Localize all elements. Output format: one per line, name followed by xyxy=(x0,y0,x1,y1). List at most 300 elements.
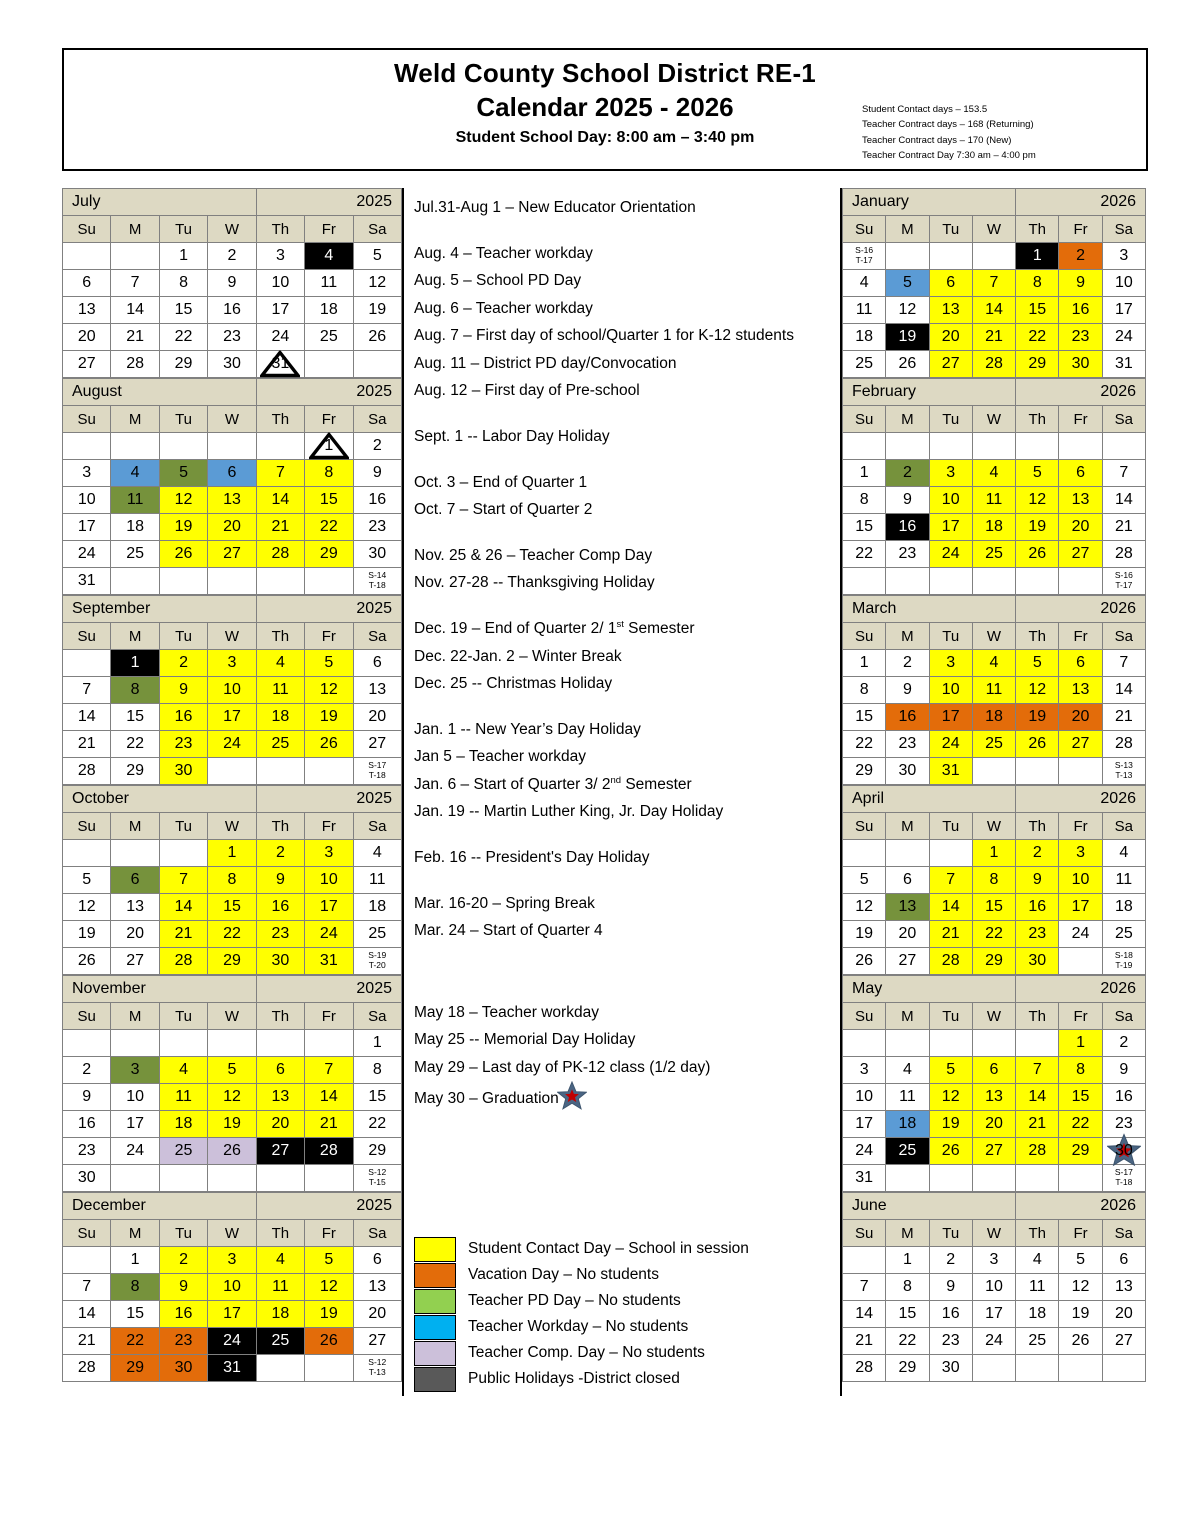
day-cell-october-25[interactable] xyxy=(353,921,401,948)
day-cell-september-12[interactable] xyxy=(305,677,353,704)
day-cell-march-6[interactable] xyxy=(1059,650,1102,677)
day-cell-june-23[interactable] xyxy=(929,1328,972,1355)
day-cell-july-11[interactable] xyxy=(305,270,353,297)
day-cell-february-26[interactable] xyxy=(1016,541,1059,568)
day-cell-november-21[interactable] xyxy=(305,1111,353,1138)
day-cell-january-2[interactable] xyxy=(1059,243,1102,270)
day-cell-february-6[interactable] xyxy=(1059,460,1102,487)
day-cell-june-12[interactable] xyxy=(1059,1274,1102,1301)
day-cell-april-20[interactable] xyxy=(886,921,929,948)
day-cell-june-8[interactable] xyxy=(886,1274,929,1301)
day-cell-august-9[interactable] xyxy=(353,460,401,487)
day-cell-february-25[interactable] xyxy=(972,541,1015,568)
day-cell-july-6[interactable] xyxy=(63,270,111,297)
day-cell-december-7[interactable] xyxy=(63,1274,111,1301)
day-cell-july-16[interactable] xyxy=(208,297,256,324)
day-cell-september-19[interactable] xyxy=(305,704,353,731)
day-cell-july-9[interactable] xyxy=(208,270,256,297)
day-cell-february-4[interactable] xyxy=(972,460,1015,487)
day-cell-april-8[interactable] xyxy=(972,867,1015,894)
day-cell-june-28[interactable] xyxy=(843,1355,886,1382)
day-cell-august-30[interactable] xyxy=(353,541,401,568)
day-cell-may-4[interactable] xyxy=(886,1057,929,1084)
day-cell-september-7[interactable] xyxy=(63,677,111,704)
day-cell-october-19[interactable] xyxy=(63,921,111,948)
day-cell-august-15[interactable] xyxy=(305,487,353,514)
day-cell-january-23[interactable] xyxy=(1059,324,1102,351)
day-cell-july-12[interactable] xyxy=(353,270,401,297)
day-cell-april-6[interactable] xyxy=(886,867,929,894)
day-cell-august-3[interactable] xyxy=(63,460,111,487)
day-cell-october-1[interactable] xyxy=(208,840,256,867)
day-cell-june-15[interactable] xyxy=(886,1301,929,1328)
day-cell-february-19[interactable] xyxy=(1016,514,1059,541)
day-cell-february-13[interactable] xyxy=(1059,487,1102,514)
day-cell-december-21[interactable] xyxy=(63,1328,111,1355)
day-cell-april-19[interactable] xyxy=(843,921,886,948)
day-cell-october-28[interactable] xyxy=(159,948,207,975)
day-cell-april-2[interactable] xyxy=(1016,840,1059,867)
day-cell-november-23[interactable] xyxy=(63,1138,111,1165)
day-cell-november-18[interactable] xyxy=(159,1111,207,1138)
day-cell-august-5[interactable] xyxy=(159,460,207,487)
day-cell-april-24[interactable] xyxy=(1059,921,1102,948)
day-cell-april-4[interactable] xyxy=(1102,840,1145,867)
day-cell-october-30[interactable] xyxy=(256,948,304,975)
day-cell-march-20[interactable] xyxy=(1059,704,1102,731)
day-cell-december-24[interactable] xyxy=(208,1328,256,1355)
day-cell-september-14[interactable] xyxy=(63,704,111,731)
day-cell-june-10[interactable] xyxy=(972,1274,1015,1301)
day-cell-april-22[interactable] xyxy=(972,921,1015,948)
day-cell-december-12[interactable] xyxy=(305,1274,353,1301)
day-cell-december-14[interactable] xyxy=(63,1301,111,1328)
day-cell-january-31[interactable] xyxy=(1102,351,1145,378)
day-cell-may-26[interactable] xyxy=(929,1138,972,1165)
day-cell-october-24[interactable] xyxy=(305,921,353,948)
day-cell-november-10[interactable] xyxy=(111,1084,159,1111)
day-cell-march-13[interactable] xyxy=(1059,677,1102,704)
day-cell-january-8[interactable] xyxy=(1016,270,1059,297)
day-cell-may-27[interactable] xyxy=(972,1138,1015,1165)
day-cell-january-7[interactable] xyxy=(972,270,1015,297)
day-cell-july-2[interactable] xyxy=(208,243,256,270)
day-cell-october-23[interactable] xyxy=(256,921,304,948)
day-cell-march-21[interactable] xyxy=(1102,704,1145,731)
day-cell-december-2[interactable] xyxy=(159,1247,207,1274)
day-cell-may-30[interactable] xyxy=(1102,1138,1145,1165)
day-cell-december-28[interactable] xyxy=(63,1355,111,1382)
day-cell-august-10[interactable] xyxy=(63,487,111,514)
day-cell-september-28[interactable] xyxy=(63,758,111,785)
day-cell-june-6[interactable] xyxy=(1102,1247,1145,1274)
day-cell-january-16[interactable] xyxy=(1059,297,1102,324)
day-cell-october-13[interactable] xyxy=(111,894,159,921)
day-cell-july-13[interactable] xyxy=(63,297,111,324)
day-cell-june-3[interactable] xyxy=(972,1247,1015,1274)
day-cell-november-27[interactable] xyxy=(256,1138,304,1165)
day-cell-may-24[interactable] xyxy=(843,1138,886,1165)
day-cell-july-1[interactable] xyxy=(159,243,207,270)
day-cell-may-18[interactable] xyxy=(886,1111,929,1138)
day-cell-may-14[interactable] xyxy=(1016,1084,1059,1111)
day-cell-april-30[interactable] xyxy=(1016,948,1059,975)
day-cell-october-12[interactable] xyxy=(63,894,111,921)
day-cell-february-24[interactable] xyxy=(929,541,972,568)
day-cell-august-2[interactable] xyxy=(353,433,401,460)
day-cell-october-17[interactable] xyxy=(305,894,353,921)
day-cell-february-7[interactable] xyxy=(1102,460,1145,487)
day-cell-september-9[interactable] xyxy=(159,677,207,704)
day-cell-june-11[interactable] xyxy=(1016,1274,1059,1301)
day-cell-august-28[interactable] xyxy=(256,541,304,568)
day-cell-february-5[interactable] xyxy=(1016,460,1059,487)
day-cell-march-25[interactable] xyxy=(972,731,1015,758)
day-cell-april-18[interactable] xyxy=(1102,894,1145,921)
day-cell-october-11[interactable] xyxy=(353,867,401,894)
day-cell-march-22[interactable] xyxy=(843,731,886,758)
day-cell-august-31[interactable] xyxy=(63,568,111,595)
day-cell-october-26[interactable] xyxy=(63,948,111,975)
day-cell-july-5[interactable] xyxy=(353,243,401,270)
day-cell-february-9[interactable] xyxy=(886,487,929,514)
day-cell-september-4[interactable] xyxy=(256,650,304,677)
day-cell-june-14[interactable] xyxy=(843,1301,886,1328)
day-cell-april-29[interactable] xyxy=(972,948,1015,975)
day-cell-april-16[interactable] xyxy=(1016,894,1059,921)
day-cell-july-29[interactable] xyxy=(159,351,207,378)
day-cell-october-5[interactable] xyxy=(63,867,111,894)
day-cell-august-16[interactable] xyxy=(353,487,401,514)
day-cell-january-18[interactable] xyxy=(843,324,886,351)
day-cell-june-16[interactable] xyxy=(929,1301,972,1328)
day-cell-march-1[interactable] xyxy=(843,650,886,677)
day-cell-december-29[interactable] xyxy=(111,1355,159,1382)
day-cell-march-17[interactable] xyxy=(929,704,972,731)
day-cell-may-28[interactable] xyxy=(1016,1138,1059,1165)
day-cell-march-2[interactable] xyxy=(886,650,929,677)
day-cell-february-10[interactable] xyxy=(929,487,972,514)
day-cell-december-19[interactable] xyxy=(305,1301,353,1328)
day-cell-november-3[interactable] xyxy=(111,1057,159,1084)
day-cell-april-5[interactable] xyxy=(843,867,886,894)
day-cell-february-15[interactable] xyxy=(843,514,886,541)
day-cell-march-14[interactable] xyxy=(1102,677,1145,704)
day-cell-january-17[interactable] xyxy=(1102,297,1145,324)
day-cell-december-11[interactable] xyxy=(256,1274,304,1301)
day-cell-july-4[interactable] xyxy=(305,243,353,270)
day-cell-june-7[interactable] xyxy=(843,1274,886,1301)
day-cell-june-21[interactable] xyxy=(843,1328,886,1355)
day-cell-july-14[interactable] xyxy=(111,297,159,324)
day-cell-march-8[interactable] xyxy=(843,677,886,704)
day-cell-may-31[interactable] xyxy=(843,1165,886,1192)
day-cell-february-22[interactable] xyxy=(843,541,886,568)
day-cell-july-30[interactable] xyxy=(208,351,256,378)
day-cell-may-6[interactable] xyxy=(972,1057,1015,1084)
day-cell-february-14[interactable] xyxy=(1102,487,1145,514)
day-cell-december-4[interactable] xyxy=(256,1247,304,1274)
day-cell-august-7[interactable] xyxy=(256,460,304,487)
day-cell-january-13[interactable] xyxy=(929,297,972,324)
day-cell-june-9[interactable] xyxy=(929,1274,972,1301)
day-cell-december-27[interactable] xyxy=(353,1328,401,1355)
day-cell-may-13[interactable] xyxy=(972,1084,1015,1111)
day-cell-december-6[interactable] xyxy=(353,1247,401,1274)
day-cell-september-3[interactable] xyxy=(208,650,256,677)
day-cell-march-23[interactable] xyxy=(886,731,929,758)
day-cell-november-11[interactable] xyxy=(159,1084,207,1111)
day-cell-december-30[interactable] xyxy=(159,1355,207,1382)
day-cell-january-30[interactable] xyxy=(1059,351,1102,378)
day-cell-august-29[interactable] xyxy=(305,541,353,568)
day-cell-april-15[interactable] xyxy=(972,894,1015,921)
day-cell-august-18[interactable] xyxy=(111,514,159,541)
day-cell-may-29[interactable] xyxy=(1059,1138,1102,1165)
day-cell-november-7[interactable] xyxy=(305,1057,353,1084)
day-cell-july-21[interactable] xyxy=(111,324,159,351)
day-cell-may-7[interactable] xyxy=(1016,1057,1059,1084)
day-cell-february-2[interactable] xyxy=(886,460,929,487)
day-cell-august-20[interactable] xyxy=(208,514,256,541)
day-cell-march-27[interactable] xyxy=(1059,731,1102,758)
day-cell-july-17[interactable] xyxy=(256,297,304,324)
day-cell-october-14[interactable] xyxy=(159,894,207,921)
day-cell-november-6[interactable] xyxy=(256,1057,304,1084)
day-cell-october-16[interactable] xyxy=(256,894,304,921)
day-cell-june-20[interactable] xyxy=(1102,1301,1145,1328)
day-cell-september-26[interactable] xyxy=(305,731,353,758)
day-cell-september-27[interactable] xyxy=(353,731,401,758)
day-cell-january-1[interactable] xyxy=(1016,243,1059,270)
day-cell-january-29[interactable] xyxy=(1016,351,1059,378)
day-cell-september-17[interactable] xyxy=(208,704,256,731)
day-cell-june-25[interactable] xyxy=(1016,1328,1059,1355)
day-cell-january-15[interactable] xyxy=(1016,297,1059,324)
day-cell-october-15[interactable] xyxy=(208,894,256,921)
day-cell-june-22[interactable] xyxy=(886,1328,929,1355)
day-cell-september-22[interactable] xyxy=(111,731,159,758)
day-cell-september-13[interactable] xyxy=(353,677,401,704)
day-cell-september-30[interactable] xyxy=(159,758,207,785)
day-cell-september-24[interactable] xyxy=(208,731,256,758)
day-cell-october-9[interactable] xyxy=(256,867,304,894)
day-cell-september-25[interactable] xyxy=(256,731,304,758)
day-cell-november-20[interactable] xyxy=(256,1111,304,1138)
day-cell-february-3[interactable] xyxy=(929,460,972,487)
day-cell-february-8[interactable] xyxy=(843,487,886,514)
day-cell-december-5[interactable] xyxy=(305,1247,353,1274)
day-cell-november-17[interactable] xyxy=(111,1111,159,1138)
day-cell-march-29[interactable] xyxy=(843,758,886,785)
day-cell-march-24[interactable] xyxy=(929,731,972,758)
day-cell-december-17[interactable] xyxy=(208,1301,256,1328)
day-cell-march-10[interactable] xyxy=(929,677,972,704)
day-cell-july-28[interactable] xyxy=(111,351,159,378)
day-cell-march-3[interactable] xyxy=(929,650,972,677)
day-cell-march-12[interactable] xyxy=(1016,677,1059,704)
day-cell-april-23[interactable] xyxy=(1016,921,1059,948)
day-cell-august-24[interactable] xyxy=(63,541,111,568)
day-cell-august-25[interactable] xyxy=(111,541,159,568)
day-cell-september-2[interactable] xyxy=(159,650,207,677)
day-cell-march-11[interactable] xyxy=(972,677,1015,704)
day-cell-january-24[interactable] xyxy=(1102,324,1145,351)
day-cell-february-18[interactable] xyxy=(972,514,1015,541)
day-cell-july-31[interactable] xyxy=(256,351,304,378)
day-cell-october-10[interactable] xyxy=(305,867,353,894)
day-cell-february-12[interactable] xyxy=(1016,487,1059,514)
day-cell-april-13[interactable] xyxy=(886,894,929,921)
day-cell-november-24[interactable] xyxy=(111,1138,159,1165)
day-cell-february-21[interactable] xyxy=(1102,514,1145,541)
day-cell-may-1[interactable] xyxy=(1059,1030,1102,1057)
day-cell-may-9[interactable] xyxy=(1102,1057,1145,1084)
day-cell-may-20[interactable] xyxy=(972,1111,1015,1138)
day-cell-march-5[interactable] xyxy=(1016,650,1059,677)
day-cell-august-13[interactable] xyxy=(208,487,256,514)
day-cell-june-24[interactable] xyxy=(972,1328,1015,1355)
day-cell-september-16[interactable] xyxy=(159,704,207,731)
day-cell-november-8[interactable] xyxy=(353,1057,401,1084)
day-cell-october-21[interactable] xyxy=(159,921,207,948)
day-cell-january-6[interactable] xyxy=(929,270,972,297)
day-cell-november-28[interactable] xyxy=(305,1138,353,1165)
day-cell-november-9[interactable] xyxy=(63,1084,111,1111)
day-cell-november-2[interactable] xyxy=(63,1057,111,1084)
day-cell-july-7[interactable] xyxy=(111,270,159,297)
day-cell-april-14[interactable] xyxy=(929,894,972,921)
day-cell-january-25[interactable] xyxy=(843,351,886,378)
day-cell-march-30[interactable] xyxy=(886,758,929,785)
day-cell-march-4[interactable] xyxy=(972,650,1015,677)
day-cell-january-12[interactable] xyxy=(886,297,929,324)
day-cell-january-20[interactable] xyxy=(929,324,972,351)
day-cell-july-10[interactable] xyxy=(256,270,304,297)
day-cell-february-16[interactable] xyxy=(886,514,929,541)
day-cell-april-27[interactable] xyxy=(886,948,929,975)
day-cell-november-1[interactable] xyxy=(353,1030,401,1057)
day-cell-may-2[interactable] xyxy=(1102,1030,1145,1057)
day-cell-may-11[interactable] xyxy=(886,1084,929,1111)
day-cell-january-5[interactable] xyxy=(886,270,929,297)
day-cell-november-16[interactable] xyxy=(63,1111,111,1138)
day-cell-may-3[interactable] xyxy=(843,1057,886,1084)
day-cell-may-19[interactable] xyxy=(929,1111,972,1138)
day-cell-october-4[interactable] xyxy=(353,840,401,867)
day-cell-january-22[interactable] xyxy=(1016,324,1059,351)
day-cell-october-6[interactable] xyxy=(111,867,159,894)
day-cell-november-15[interactable] xyxy=(353,1084,401,1111)
day-cell-february-23[interactable] xyxy=(886,541,929,568)
day-cell-december-9[interactable] xyxy=(159,1274,207,1301)
day-cell-july-18[interactable] xyxy=(305,297,353,324)
day-cell-november-26[interactable] xyxy=(208,1138,256,1165)
day-cell-january-21[interactable] xyxy=(972,324,1015,351)
day-cell-july-3[interactable] xyxy=(256,243,304,270)
day-cell-august-21[interactable] xyxy=(256,514,304,541)
day-cell-february-20[interactable] xyxy=(1059,514,1102,541)
day-cell-may-21[interactable] xyxy=(1016,1111,1059,1138)
day-cell-august-14[interactable] xyxy=(256,487,304,514)
day-cell-march-15[interactable] xyxy=(843,704,886,731)
day-cell-september-6[interactable] xyxy=(353,650,401,677)
day-cell-december-15[interactable] xyxy=(111,1301,159,1328)
day-cell-february-11[interactable] xyxy=(972,487,1015,514)
day-cell-june-30[interactable] xyxy=(929,1355,972,1382)
day-cell-september-21[interactable] xyxy=(63,731,111,758)
day-cell-december-10[interactable] xyxy=(208,1274,256,1301)
day-cell-october-7[interactable] xyxy=(159,867,207,894)
day-cell-july-8[interactable] xyxy=(159,270,207,297)
day-cell-december-23[interactable] xyxy=(159,1328,207,1355)
day-cell-november-14[interactable] xyxy=(305,1084,353,1111)
day-cell-august-17[interactable] xyxy=(63,514,111,541)
day-cell-may-16[interactable] xyxy=(1102,1084,1145,1111)
day-cell-april-17[interactable] xyxy=(1059,894,1102,921)
day-cell-june-17[interactable] xyxy=(972,1301,1015,1328)
day-cell-december-13[interactable] xyxy=(353,1274,401,1301)
day-cell-august-6[interactable] xyxy=(208,460,256,487)
day-cell-february-17[interactable] xyxy=(929,514,972,541)
day-cell-may-25[interactable] xyxy=(886,1138,929,1165)
day-cell-june-29[interactable] xyxy=(886,1355,929,1382)
day-cell-june-4[interactable] xyxy=(1016,1247,1059,1274)
day-cell-november-22[interactable] xyxy=(353,1111,401,1138)
day-cell-july-19[interactable] xyxy=(353,297,401,324)
day-cell-january-3[interactable] xyxy=(1102,243,1145,270)
day-cell-january-9[interactable] xyxy=(1059,270,1102,297)
day-cell-january-14[interactable] xyxy=(972,297,1015,324)
day-cell-june-1[interactable] xyxy=(886,1247,929,1274)
day-cell-march-7[interactable] xyxy=(1102,650,1145,677)
day-cell-september-8[interactable] xyxy=(111,677,159,704)
day-cell-january-19[interactable] xyxy=(886,324,929,351)
day-cell-september-1[interactable] xyxy=(111,650,159,677)
day-cell-april-21[interactable] xyxy=(929,921,972,948)
day-cell-march-26[interactable] xyxy=(1016,731,1059,758)
day-cell-july-24[interactable] xyxy=(256,324,304,351)
day-cell-june-27[interactable] xyxy=(1102,1328,1145,1355)
day-cell-june-2[interactable] xyxy=(929,1247,972,1274)
day-cell-march-9[interactable] xyxy=(886,677,929,704)
day-cell-october-29[interactable] xyxy=(208,948,256,975)
day-cell-january-4[interactable] xyxy=(843,270,886,297)
day-cell-august-19[interactable] xyxy=(159,514,207,541)
day-cell-september-5[interactable] xyxy=(305,650,353,677)
day-cell-december-8[interactable] xyxy=(111,1274,159,1301)
day-cell-may-5[interactable] xyxy=(929,1057,972,1084)
day-cell-february-1[interactable] xyxy=(843,460,886,487)
day-cell-january-11[interactable] xyxy=(843,297,886,324)
day-cell-march-31[interactable] xyxy=(929,758,972,785)
day-cell-december-20[interactable] xyxy=(353,1301,401,1328)
day-cell-december-22[interactable] xyxy=(111,1328,159,1355)
day-cell-july-26[interactable] xyxy=(353,324,401,351)
day-cell-april-3[interactable] xyxy=(1059,840,1102,867)
day-cell-july-23[interactable] xyxy=(208,324,256,351)
day-cell-june-18[interactable] xyxy=(1016,1301,1059,1328)
day-cell-december-16[interactable] xyxy=(159,1301,207,1328)
day-cell-january-27[interactable] xyxy=(929,351,972,378)
day-cell-july-25[interactable] xyxy=(305,324,353,351)
day-cell-september-29[interactable] xyxy=(111,758,159,785)
day-cell-august-23[interactable] xyxy=(353,514,401,541)
day-cell-november-4[interactable] xyxy=(159,1057,207,1084)
day-cell-april-12[interactable] xyxy=(843,894,886,921)
day-cell-october-18[interactable] xyxy=(353,894,401,921)
day-cell-march-16[interactable] xyxy=(886,704,929,731)
